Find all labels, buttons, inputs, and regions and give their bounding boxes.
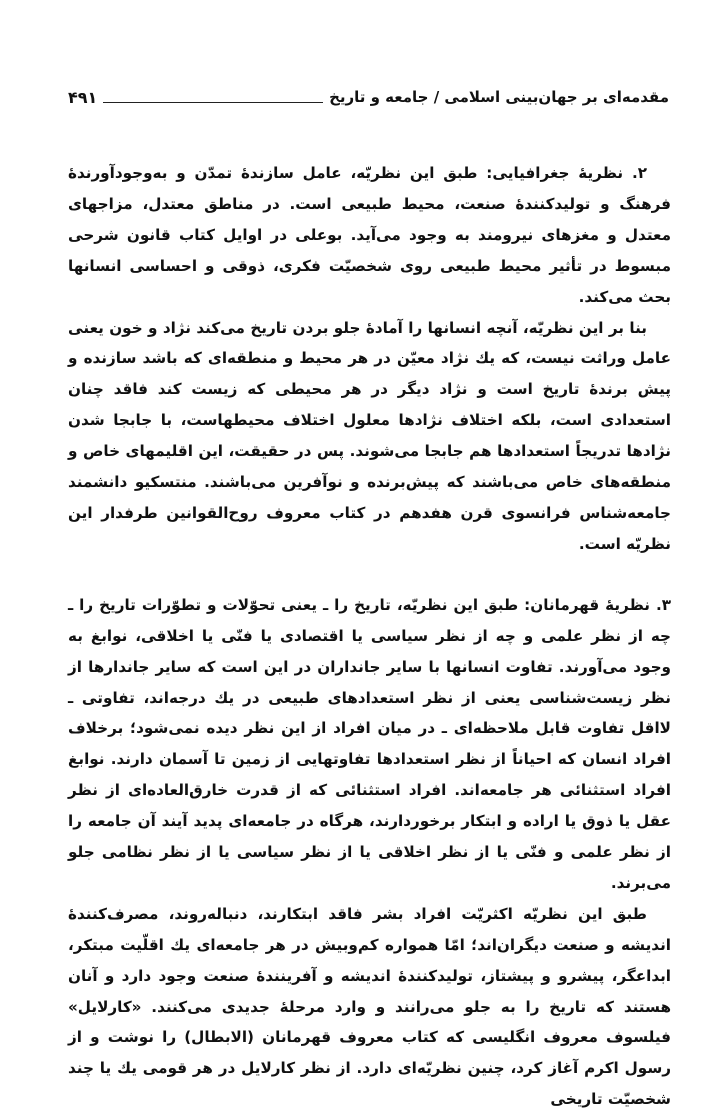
paragraph-geographic-theory xyxy=(68,158,671,313)
running-header xyxy=(68,86,669,108)
paragraph-heroes-theory xyxy=(68,590,671,899)
paragraph-text: بنا بر این نظریّه، آنچه انسانها را آمادهٔ جلو بردن تاریخ می‌کند نژاد و خون یعنی عامل وراثت نیست، که یك نژاد معیّن در هر محیط و منطقه‌ای که باشد سازنده و پیش برندهٔ تاریخ است و نژاد دیگر در هر محیطی که زیست کند فاقد چنان استعدادی است، بلکه اختلاف نژادها معلول اختلاف محیطهاست، با جابجا شدن نژادها تدریجاً استعدادها هم جابجا می‌شوند. پس در حقیقت، این اقلیمهای خاص و منطقه‌های خاص می‌باشند که پیش‌برنده و نوآفرین می‌باشند. منتسکیو دانشمند جامعه‌شناس فرانسوی قرن هفدهم در کتاب معروف روح‌القوانین طرفدار این نظریّه است. xyxy=(68,318,671,553)
paragraph-text: طبق این نظریّه اکثریّت افراد بشر فاقد ابتکارند، دنباله‌روند، مصرف‌کنندهٔ اندیشه و صنعت دیگران‌اند؛ امّا همواره کم‌وبیش در هر جامعه‌ای یك اقلّیت مبتکر، ابداعگر، پیشرو و پیشتاز، تولیدکنندهٔ اندیشه و آفرینندهٔ صنعت وجود دارد و آنان هستند که تاریخ را به جلو می‌رانند و وارد مرحلهٔ جدیدی می‌کنند. «کارلایل» فیلسوف معروف انگلیسی که کتاب معروف قهرمانان (الابطال) را نوشت و از رسول اکرم آغاز کرد، چنین نظریّه‌ای دارد. از نظر کارلایل در هر قومی یك یا چند شخصیّت تاریخی xyxy=(68,904,671,1109)
header-title: مقدمه‌ای بر جهان‌بینی اسلامی / جامعه و تاریخ xyxy=(329,88,669,106)
section-heading: ۲. نظریهٔ جغرافیایی: xyxy=(486,164,647,182)
paragraph-heroes-theory-cont xyxy=(68,899,671,1115)
page-number: ۴۹۱ xyxy=(68,87,98,107)
paragraph-geographic-theory-cont xyxy=(68,313,671,560)
paragraph-text: طبق این نظریّه، تاریخ را ـ یعنی تحوّلات و تطوّرات تاریخ را ـ چه از نظر علمی و چه از نظر سیاسی یا اقتصادی یا فنّی یا اخلاقی، نوابغ به وجود می‌آورند. تفاوت انسانها با سایر جانداران در این است که سایر جاندارها از نظر زیست‌شناسی یعنی از نظر استعدادهای طبیعی در یك درجه‌اند، تفاوتی ـ لااقل تفاوت قابل ملاحظه‌ای ـ در میان افراد از این نظر دیده نمی‌شود؛ برخلاف افراد انسان که احیاناً از نظر استعدادها تفاوتهایی از زمین تا آسمان دارند. نوابغ افراد استثنائی هر جامعه‌اند. افراد استثنائی که از قدرت خارق‌العاده‌ای از نظر عقل یا ذوق یا اراده و ابتکار برخوردارند، هرگاه در جامعه‌ای پدید آیند آن جامعه را از نظر علمی و فنّی یا از نظر اخلاقی یا از نظر سیاسی یا از نظر نظامی جلو می‌برند. xyxy=(68,595,671,892)
header-rule xyxy=(103,92,323,103)
section-heading: ۳. نظریهٔ قهرمانان: xyxy=(524,595,671,614)
section-spacer xyxy=(68,560,671,590)
paragraph-text: طبق این نظریّه، عامل سازندهٔ تمدّن و به‌وجودآورندهٔ فرهنگ و تولیدکنندهٔ صنعت، محیط طبیعی است. در مناطق معتدل، مزاجهای معتدل و مغزهای نیرومند به وجود می‌آید. بوعلی در اوایل کتاب قانون شرحی مبسوط در تأثیر محیط طبیعی روی شخصیّت فکری، ذوقی و احساسی انسانها بحث می‌کند. xyxy=(68,164,671,306)
body-text xyxy=(68,158,671,1115)
